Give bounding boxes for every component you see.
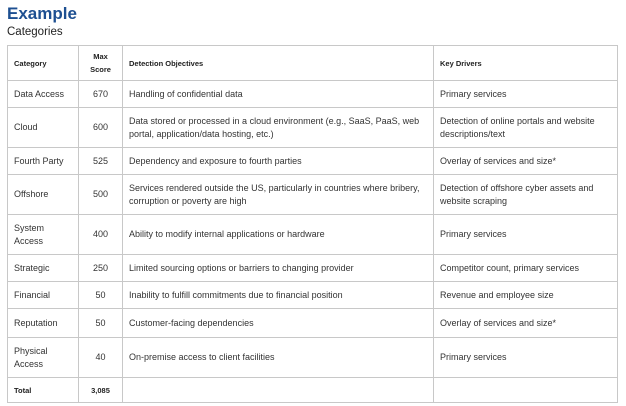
cell-key-driver: Competitor count, primary services (434, 255, 618, 282)
header-max-score: Max Score (79, 46, 123, 81)
header-key-drivers: Key Drivers (434, 46, 618, 81)
cell-key-driver: Overlay of services and size* (434, 309, 618, 338)
cell-detection-objective: Limited sourcing options or barriers to changing provider (123, 255, 434, 282)
cell-max-score: 670 (79, 81, 123, 108)
table-row (8, 338, 618, 378)
table-row (8, 215, 618, 255)
table-row (8, 282, 618, 309)
cell-max-score: 525 (79, 148, 123, 175)
cell-category: Fourth Party (8, 148, 79, 175)
cell-category: Cloud (8, 108, 79, 148)
table-row (8, 309, 618, 338)
cell-key-driver: Detection of online portals and website descriptions/text (434, 108, 618, 148)
cell-max-score: 600 (79, 108, 123, 148)
header-category: Category (8, 46, 79, 81)
cell-max-score: 50 (79, 309, 123, 338)
cell-category: Data Access (8, 81, 79, 108)
page-subtitle: Categories (7, 26, 63, 38)
cell-key-driver: Overlay of services and size* (434, 148, 618, 175)
cell-detection-objective: Data stored or processed in a cloud environment (e.g., SaaS, PaaS, web portal, application/data hosting, etc.) (123, 108, 434, 148)
cell-category: System Access (8, 215, 79, 255)
table-row (8, 108, 618, 148)
cell-max-score: 400 (79, 215, 123, 255)
cell-key-driver: Primary services (434, 338, 618, 378)
cell-key-driver: Primary services (434, 81, 618, 108)
cell-detection-objective: Handling of confidential data (123, 81, 434, 108)
cell-detection-objective: Ability to modify internal applications or hardware (123, 215, 434, 255)
table-row (8, 81, 618, 108)
cell-key-driver: Detection of offshore cyber assets and website scraping (434, 175, 618, 215)
categories-table (7, 45, 618, 403)
cell-category: Financial (8, 282, 79, 309)
total-row (8, 378, 618, 403)
total-score: 3,085 (79, 378, 123, 403)
cell-detection-objective: Services rendered outside the US, particularly in countries where bribery, corruption or poverty are high (123, 175, 434, 215)
table-row (8, 175, 618, 215)
cell-category: Physical Access (8, 338, 79, 378)
total-label: Total (8, 378, 79, 403)
total-empty-cell (123, 378, 434, 403)
cell-key-driver: Primary services (434, 215, 618, 255)
cell-max-score: 500 (79, 175, 123, 215)
cell-category: Offshore (8, 175, 79, 215)
cell-category: Strategic (8, 255, 79, 282)
total-empty-cell (434, 378, 618, 403)
cell-category: Reputation (8, 309, 79, 338)
cell-detection-objective: Inability to fulfill commitments due to financial position (123, 282, 434, 309)
page-title: Example (7, 4, 77, 23)
table-header-row (8, 46, 618, 81)
cell-detection-objective: Customer-facing dependencies (123, 309, 434, 338)
table-row (8, 255, 618, 282)
cell-detection-objective: On-premise access to client facilities (123, 338, 434, 378)
cell-key-driver: Revenue and employee size (434, 282, 618, 309)
cell-max-score: 50 (79, 282, 123, 309)
cell-max-score: 250 (79, 255, 123, 282)
header-detection-objectives: Detection Objectives (123, 46, 434, 81)
cell-detection-objective: Dependency and exposure to fourth parties (123, 148, 434, 175)
table-row (8, 148, 618, 175)
cell-max-score: 40 (79, 338, 123, 378)
